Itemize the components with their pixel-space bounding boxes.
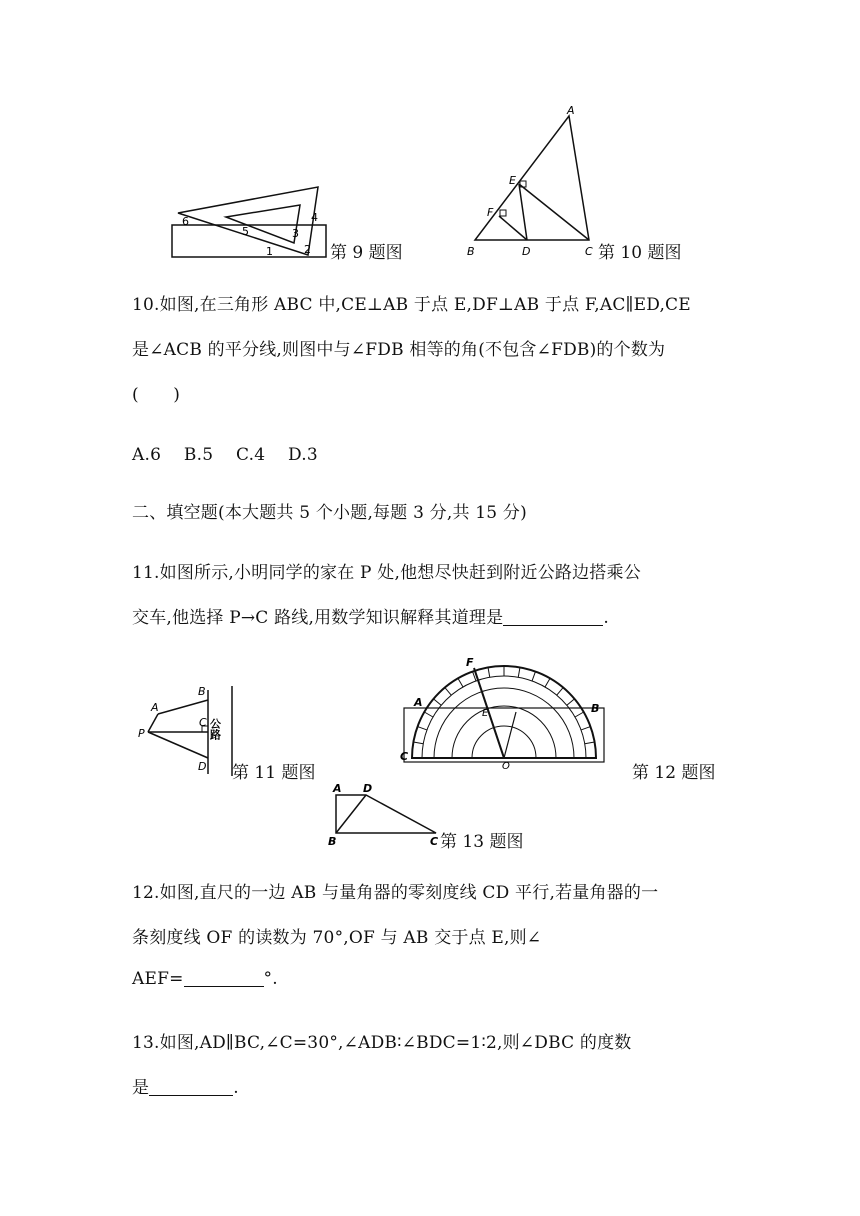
point-p: P [138,727,145,740]
segment-ed [519,184,527,240]
point-a: A [567,104,575,117]
protractor-tick [575,712,584,717]
angle-label-3: 3 [292,227,299,240]
segment-oe [504,712,516,758]
point-d: D [198,760,207,773]
protractor-tick [434,699,442,705]
point-a: A [414,696,423,709]
ruler [172,225,326,257]
point-b: B [591,702,600,715]
figure-12-caption: 第 12 题图 [632,763,716,783]
q12-line-3-text: AEF= [132,969,184,989]
protractor-tick [567,699,575,705]
q11-line-2-end: . [603,608,609,628]
protractor-tick [488,667,490,677]
angle-label-5: 5 [242,225,249,238]
point-b: B [467,245,475,258]
q12-line-3-end: °. [263,969,278,989]
figure-9-caption: 第 9 题图 [330,243,403,263]
protractor-tick [557,688,563,696]
angle-label-1: 1 [266,245,273,258]
protractor-tick [445,688,451,696]
point-e: E [482,708,489,719]
angle-label-4: 4 [311,211,318,224]
point-c: C [199,716,207,729]
point-d: D [363,782,373,795]
q13-line-2 [132,1073,239,1098]
protractor [412,666,596,758]
figure-10 [463,104,599,260]
segment-pa [148,714,158,732]
q13-line-2-text: 是 [132,1078,150,1098]
protractor-tick [424,712,433,717]
protractor-ticks [412,666,596,758]
q12-line-2: 条刻度线 OF 的读数为 70°,OF 与 AB 交于点 E,则∠ [132,928,542,948]
figure-11-caption: 第 11 题图 [232,763,316,783]
point-c: C [400,750,409,763]
figure-12 [398,654,612,770]
q12-answer-blank[interactable] [184,968,264,987]
figure-13 [322,781,442,851]
angle-label-2: 2 [304,243,311,256]
segment-df [499,216,527,240]
point-a: A [151,701,159,714]
q11-line-2-text: 交车,他选择 P→C 路线,用数学知识解释其道理是 [132,608,504,628]
point-e: E [509,174,516,187]
point-c: C [585,245,593,258]
q11-line-2 [132,603,609,628]
protractor-tick [532,672,535,681]
protractor-tick [585,742,595,744]
figure-13-caption: 第 13 题图 [440,832,524,852]
q13-line-1: 13.如图,AD∥BC,∠C=30°,∠ADB∶∠BDC=1∶2,则∠DBC 的度数 [132,1033,632,1053]
q11-line-1: 11.如图所示,小明同学的家在 P 处,他想尽快赶到附近公路边搭乘公 [132,563,641,583]
point-d: D [522,245,531,258]
protractor-tick [518,667,520,677]
figure-9 [168,183,330,259]
segment-ab [158,700,208,714]
section-2-heading: 二、填空题(本大题共 5 个小题,每题 3 分,共 15 分) [132,503,527,523]
q12-line-3 [132,968,278,989]
point-b: B [328,835,337,848]
figure-10-caption: 第 10 题图 [598,243,682,263]
segment-bd [336,795,366,833]
protractor-tick [413,742,423,744]
q10-options: A.6 B.5 C.4 D.3 [132,445,318,465]
point-f: F [487,206,494,219]
segment-pd [148,732,208,758]
q10-line-1: 10.如图,在三角形 ABC 中,CE⊥AB 于点 E,DF⊥AB 于点 F,AC∥ED,CE [132,295,691,315]
q11-answer-blank[interactable] [503,607,603,626]
set-square-inner [226,205,300,243]
q10-line-2: 是∠ACB 的平分线,则图中与∠FDB 相等的角(不包含∠FDB)的个数为 [132,340,666,360]
road-label: 公路 [208,718,222,740]
point-o: O [502,761,510,770]
figure-11 [136,682,240,778]
protractor-tick [545,678,550,687]
point-f: F [466,656,474,669]
angle-label-6: 6 [182,215,189,228]
q13-line-2-end: . [233,1078,239,1098]
right-angle-f [500,210,506,216]
point-b: B [198,685,206,698]
segment-ce [519,184,589,240]
q12-line-1: 12.如图,直尺的一边 AB 与量角器的零刻度线 CD 平行,若量角器的一 [132,883,659,903]
point-a: A [333,782,342,795]
point-c: C [430,835,439,848]
q13-answer-blank[interactable] [149,1077,233,1096]
protractor-tick [418,727,427,730]
triangle-abc [475,116,589,240]
q10-line-3: ( ) [132,385,181,405]
protractor-tick [581,727,590,730]
protractor-tick [458,678,463,687]
